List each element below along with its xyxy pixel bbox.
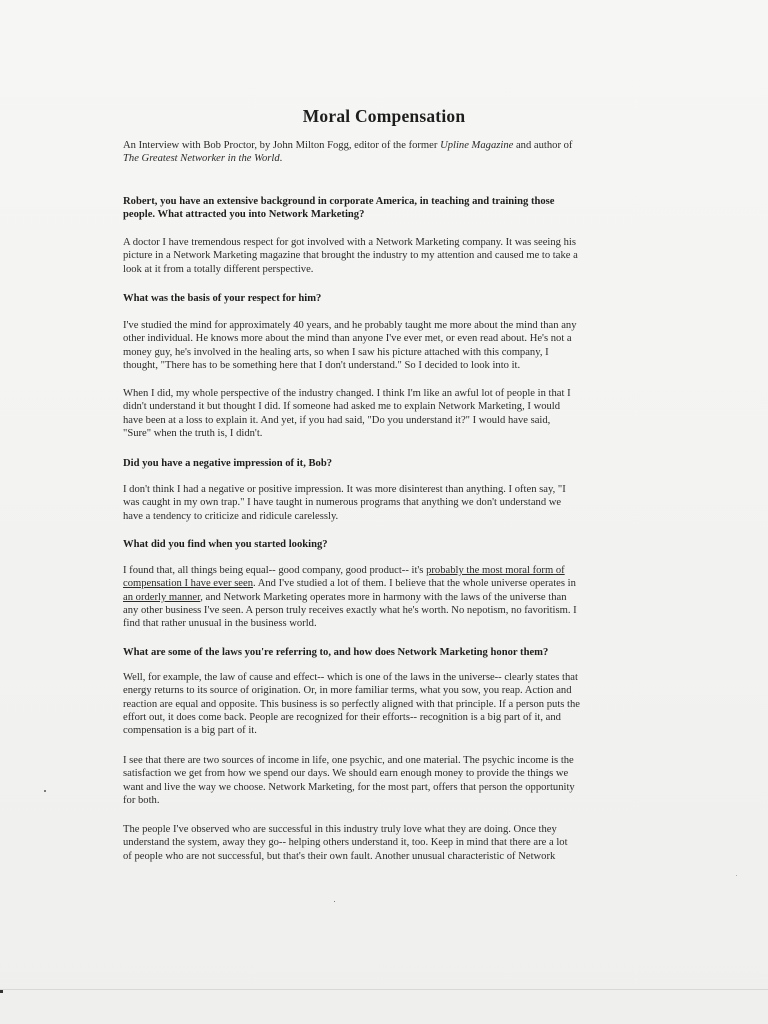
underlined-phrase: an orderly manner <box>123 591 201 603</box>
underlined-phrase: probably the most moral form of <box>426 565 565 576</box>
question-5: What are some of the laws you're referring to, and how does Network Marketing honor them? <box>123 647 549 658</box>
underlined-phrase: compensation I have ever seen <box>123 578 254 590</box>
answer-7: I see that there are two sources of income in life, one psychic, and one material. The psychic income is the satisfaction we get from how we spend our days. We should earn enough money to provide the things we want and live the way we choose. Network Marketing, for the most part, offers that person the opportunity for both. <box>123 755 575 806</box>
scan-speck <box>334 901 335 902</box>
intro-paragraph <box>123 139 643 166</box>
scan-corner-mark <box>0 990 3 993</box>
question-2: What was the basis of your respect for him? <box>123 293 322 304</box>
answer-3: When I did, my whole perspective of the industry changed. I think I'm like an awful lot of people in that I didn't understand it but thought I did. If someone had asked me to explain Network Marketing, I would have been at a loss to explain it. And yet, if you had said, "Do you understand it?" I would have said, "Sure" when the truth is, I didn't. <box>123 388 571 439</box>
answer-1: A doctor I have tremendous respect for got involved with a Network Marketing company. It was seeing his picture in a Network Marketing magazine that brought the industry to my attention and caused me to take a look at it from a totally different perspective. <box>123 237 578 275</box>
question-3: Did you have a negative impression of it, Bob? <box>123 458 333 469</box>
question-4: What did you find when you started looking? <box>123 539 328 550</box>
book-title: The Greatest Networker in the World <box>123 153 280 165</box>
page-title: Moral Compensation <box>302 106 466 126</box>
answer-4: I don't think I had a negative or positive impression. It was more disinterest than anything. I often say, "I was caught in my own trap." I have taught in numerous programs that anything we don't understand we have a tendency to criticize and ridicule carelessly. <box>123 484 566 522</box>
answer-2: I've studied the mind for approximately 40 years, and he probably taught me more about the mind than any other individual. He knows more about the mind than anyone I've ever met, or even read about. He's not a money guy, he's involved in the healing arts, so when I saw his picture attached with this company, I thought, "There has to be something here that I don't understand." So I decided to look into it. <box>123 320 577 371</box>
answer-5-line-1: I found that, all things being equal-- good company, good product-- it's probably the most moral form of <box>123 565 565 576</box>
answer-6: Well, for example, the law of cause and effect-- which is one of the laws in the universe-- clearly states that energy returns to its source of origination. Or, in more familiar terms, what you sow, you reap. Action and reaction are equal and opposite. This business is so perfectly aligned with that principle. If a person puts the effort out, it does come back. People are recognized for their efforts-- recognition is a big part of it, and compensation is a big part of it. <box>123 672 580 737</box>
scan-speck <box>736 875 737 876</box>
question-1: Robert, you have an extensive background in corporate America, in teaching and training those people. What attracted you into Network Marketing? <box>123 196 555 221</box>
answer-8: The people I've observed who are successful in this industry truly love what they are doing. Once they understand the system, away they go-- helping others understand it, too. Keep in mind that there are a lot of people who are not successful, but that's their own fault. Another unusual characteristic of Network <box>123 824 568 862</box>
scan-edge-line <box>0 989 768 990</box>
answer-5: I found that, all things being equal-- good company, good product-- it's probably the most moral form of compensation I have ever seen. And I've studied a lot of them. I believe that the whole universe operates in an orderly manner, and Network Marketing operates more in harmony with the laws of the universe than any other business I've seen. A person truly receives exactly what he's worth. No nepotism, no favoritism. I find that rather unusual in the business world. <box>123 564 643 630</box>
intro-line-1: An Interview with Bob Proctor, by John Milton Fogg, editor of the former Upline Magazine and author of <box>123 140 573 151</box>
answer-5-line-2: compensation I have ever seen. And I've studied a lot of them. I believe that the whole universe operates in <box>123 578 576 590</box>
scan-speck <box>44 790 46 792</box>
answer-5-line-3: an orderly manner, and Network Marketing operates more in harmony with the laws of the universe than <box>123 591 567 603</box>
intro-line-2: The Greatest Networker in the World. <box>123 153 283 165</box>
magazine-name: Upline Magazine <box>440 140 514 151</box>
